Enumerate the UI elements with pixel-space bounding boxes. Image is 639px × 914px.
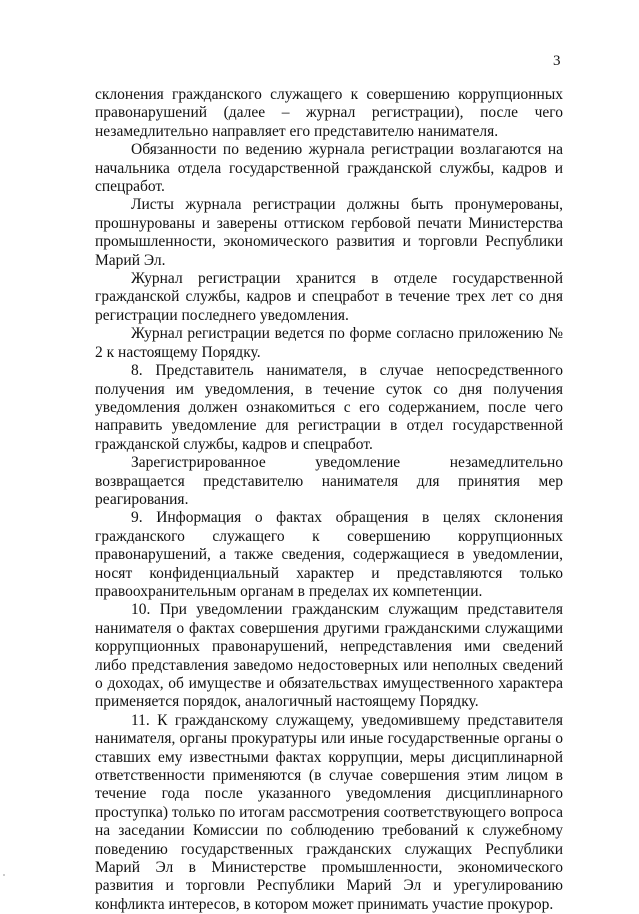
- page-number: 3: [553, 53, 561, 69]
- paragraph-item-9: 9. Информация о фактах обращения в целях склонения гражданского служащего к совершению коррупционных правонарушений, а также сведения, содержащиеся в уведомлении, носят конфиденциальный характер и представляются только правоохранительным органам в пределах их компетенции.: [95, 509, 563, 600]
- paragraph-item-10: 10. При уведомлении гражданским служащим представителя нанимателя о фактах совершения другими гражданскими служащими коррупционных правонарушений, непредставления ими сведений либо представления заведомо недостоверных или неполных сведений о доходах, об имуществе и обязательствах имущественного характера применяется порядок, аналогичный настоящему Порядку.: [95, 601, 563, 711]
- paragraph: Обязанности по ведению журнала регистрации возлагаются на начальника отдела государственной гражданской службы, кадров и спецработ.: [95, 141, 563, 196]
- paragraph: Зарегистрированное уведомление незамедлительно возвращается представителю нанимателя для принятия мер реагирования.: [95, 454, 563, 508]
- scan-speck: [3, 874, 5, 876]
- document-body: [95, 86, 563, 914]
- paragraph: склонения гражданского служащего к совершению коррупционных правонарушений (далее – журнал регистрации), после чего незамедлительно направляет его представителю нанимателя.: [95, 86, 563, 140]
- paragraph: Листы журнала регистрации должны быть пронумерованы, прошнурованы и заверены оттиском гербовой печати Министерства промышленности, экономического развития и торговли Республики Марий Эл.: [95, 196, 563, 269]
- paragraph: Журнал регистрации хранится в отделе государственной гражданской службы, кадров и спецработ в течение трех лет со дня регистрации последнего уведомления.: [95, 270, 563, 324]
- paragraph: Журнал регистрации ведется по форме согласно приложению № 2 к настоящему Порядку.: [95, 325, 563, 361]
- paragraph-item-11: 11. К гражданскому служащему, уведомившему представителя нанимателя, органы прокуратуры или иные государственные органы о ставших ему известными фактах коррупции, меры дисциплинарной ответственности применяются (в случае совершения этим лицом в течение года после указанного уведомления дисциплинарного проступка) только по итогам рассмотрения соответствующего вопроса на заседании Комиссии по соблюдению требований к служебному поведению государственных гражданских служащих Республики Марий Эл в Министерстве промышленности, экономического развития и торговли Республики Марий Эл и урегулированию конфликта интересов, в котором может принимать участие прокурор.: [95, 711, 563, 913]
- paragraph-item-8: 8. Представитель нанимателя, в случае непосредственного получения им уведомления, в течение суток со дня получения уведомления должен ознакомиться с его содержанием, после чего направить уведомление для регистрации в отдел государственной гражданской службы, кадров и спецработ.: [95, 362, 563, 453]
